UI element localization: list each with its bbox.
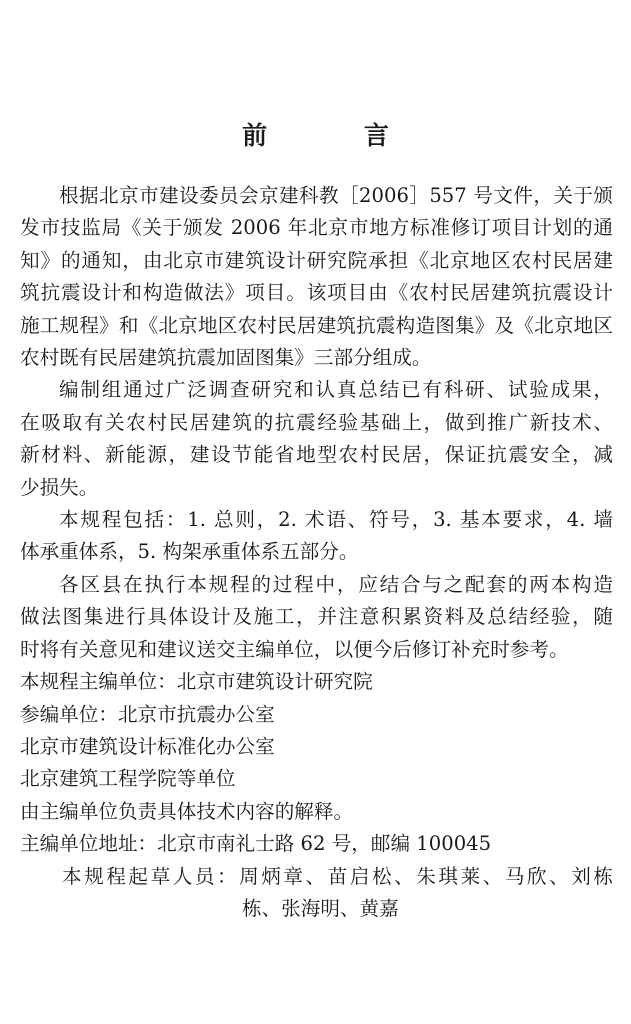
text-line: 农村既有民居建筑抗震加固图集》三部分组成。: [20, 346, 432, 370]
chief-unit: 本规程主编单位：北京市建筑设计研究院: [20, 670, 373, 694]
text-line: 各区县在执行本规程的过程中，应结合与之配套的两本构造: [59, 572, 613, 596]
participating-units-label: 参编单位：北京市抗震办公室: [20, 702, 275, 726]
text-line: 做法图集进行具体设计及施工，并注意积累资料及总结经验，随: [20, 605, 613, 629]
paragraph-contents: [20, 504, 613, 569]
chief-unit-address: 主编单位地址：北京市南礼士路 62 号，邮编 100045: [20, 832, 492, 856]
drafters: [20, 861, 613, 926]
participating-unit: 北京建筑工程学院等单位: [20, 767, 236, 791]
text-line: 施工规程》和《北京地区农村民居建筑抗震构造图集》及《北京地区: [20, 313, 613, 337]
participating-unit: 北京市建筑设计标准化办公室: [20, 734, 275, 758]
text-line: 本规程包括：1. 总则，2. 术语、符号，3. 基本要求，4. 墙: [59, 508, 613, 532]
text-line: 发市技监局《关于颁发 2006 年北京市地方标准修订项目计划的通: [20, 216, 613, 240]
paragraph-implementation: [20, 569, 613, 666]
drafters-line: 栋、张海明、黄嘉: [242, 896, 399, 920]
document-body: [20, 180, 613, 925]
text-line: 在吸取有关农村民居建筑的抗震经验基础上，做到推广新技术、: [20, 410, 613, 434]
paragraph-compilation: [20, 374, 613, 504]
text-line: 体承重体系，5. 构架承重体系五部分。: [20, 540, 359, 564]
text-line: 新材料、新能源，建设节能省地型农村民居，保证抗震安全，减: [20, 443, 613, 467]
drafters-line: 本规程起草人员：周炳章、苗启松、朱琪莱、马欣、刘栋: [62, 864, 613, 888]
text-line: 少损失。: [20, 475, 99, 499]
page-title: 前 言: [242, 121, 433, 150]
text-line: 根据北京市建设委员会京建科教［2006］557 号文件，关于颁: [59, 184, 613, 207]
text-line: 编制组通过广泛调查研究和认真总结已有科研、试验成果，: [59, 378, 613, 402]
text-line: 筑抗震设计和构造做法》项目。该项目由《农村民居建筑抗震设计: [20, 281, 613, 305]
text-line: 时将有关意见和建议送交主编单位，以便今后修订补充时参考。: [20, 637, 569, 661]
paragraph-basis: [20, 180, 613, 374]
interpretation-note: 由主编单位负责具体技术内容的解释。: [20, 799, 354, 823]
text-line: 知》的通知，由北京市建筑设计研究院承担《北京地区农村民居建: [20, 248, 613, 272]
